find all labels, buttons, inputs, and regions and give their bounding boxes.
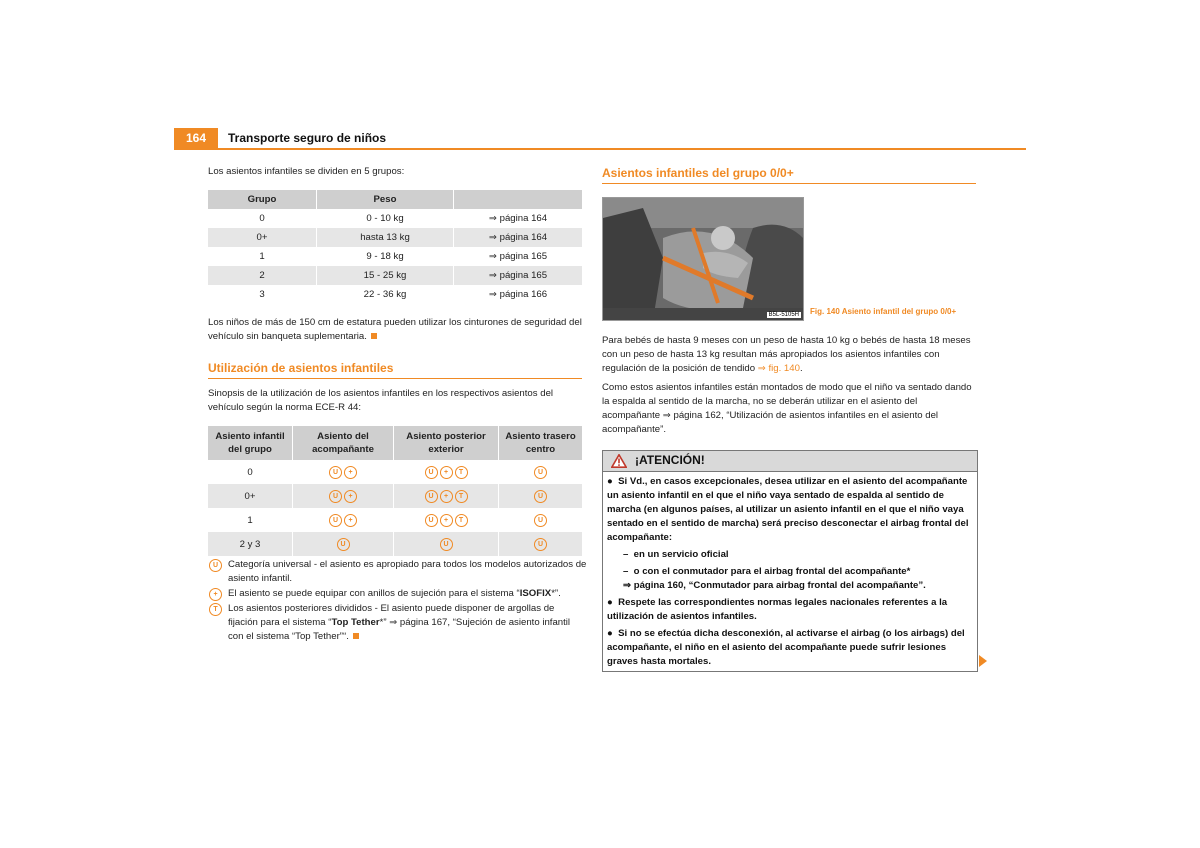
col-header-child-seat-group: Asiento infantil del grupo: [208, 426, 293, 460]
para-rear-facing: Como estos asientos infantiles están montados de modo que el niño va sentado dando la espalda al sentido de la marcha, no se deberán utilizar en el asiento del acompañante ⇒ página 162, “Utilización de asientos infantiles en el asiento del acompañante”.: [602, 382, 972, 435]
cell-front: [293, 484, 394, 508]
cell-rear-outer: [394, 508, 499, 532]
cell-rear-center: [499, 460, 583, 484]
warning-triangle-icon: [611, 454, 627, 468]
isofix-icon: +: [209, 588, 222, 601]
universal-icon: U: [534, 466, 547, 479]
usage-intro: Sinopsis de la utilización de los asientos infantiles en los respectivos asientos del vehículo según la norma ECE-R 44:: [208, 388, 554, 413]
figure-caption: Fig. 140 Asiento infantil del grupo 0/0+: [810, 307, 957, 316]
cell-front: [293, 532, 394, 556]
cell-front: [293, 508, 394, 532]
table-row: [208, 508, 582, 532]
universal-icon: U: [329, 514, 342, 527]
groups-table: [208, 190, 582, 304]
cell-rear-center: [499, 508, 583, 532]
col-header-rear-outer: Asiento posterior exterior: [394, 426, 499, 460]
cell-group: 0: [259, 213, 265, 224]
para-infant-seats: Para bebés de hasta 9 meses con un peso de hasta 10 kg o bebés de hasta 18 meses con un peso de hasta 13 kg resultan más apropiados los asientos infantiles con regulación de la posición de tendido ⇒ fig. 140.: [602, 335, 971, 374]
universal-icon: U: [209, 559, 222, 572]
cell-page-link[interactable]: ⇒ página 164: [454, 209, 583, 228]
col-header-rear-center: Asiento trasero centro: [499, 426, 583, 460]
universal-icon: U: [440, 538, 453, 551]
cell-rear-outer: [394, 484, 499, 508]
warning-header: [603, 451, 977, 472]
universal-icon: U: [425, 490, 438, 503]
warning-dash-item: – o con el conmutador para el airbag frontal del acompañante*: [623, 566, 911, 577]
cell-group: 1: [259, 251, 265, 262]
isofix-icon: +: [344, 514, 357, 527]
top-tether-icon: T: [455, 514, 468, 527]
cell-group: 2 y 3: [208, 532, 293, 556]
table-row: [208, 460, 582, 484]
universal-icon: U: [425, 466, 438, 479]
child-seat-illustration: [603, 198, 803, 320]
cell-group: 0+: [208, 484, 293, 508]
isofix-icon: +: [440, 514, 453, 527]
height-note-text: Los niños de más de 150 cm de estatura pueden utilizar los cinturones de seguridad del vehículo sin banqueta suplementaria.: [208, 317, 582, 342]
universal-icon: U: [534, 514, 547, 527]
universal-icon: U: [329, 466, 342, 479]
cell-weight: 0 - 10 kg: [317, 209, 454, 228]
bullet-dot-icon: ●: [607, 476, 619, 487]
page-number: 164: [174, 128, 218, 148]
cell-page-link[interactable]: ⇒ página 165: [454, 247, 583, 266]
table-row: [208, 484, 582, 508]
cell-page-link[interactable]: ⇒ página 166: [454, 285, 583, 304]
universal-icon: U: [425, 514, 438, 527]
col-header-page: [454, 190, 583, 209]
end-marker-icon: [371, 333, 377, 339]
warning-bullet: ● Respete las correspondientes normas legales nacionales referentes a la utilización de asientos infantiles.: [607, 597, 948, 622]
isofix-icon: +: [440, 490, 453, 503]
isofix-icon: +: [440, 466, 453, 479]
universal-icon: U: [337, 538, 350, 551]
figure-code: B5L-5105H: [768, 312, 799, 318]
col-header-front-passenger: Asiento del acompañante: [293, 426, 394, 460]
isofix-icon: +: [344, 466, 357, 479]
warning-dash-item: – en un servicio oficial: [623, 549, 729, 560]
height-note: [208, 316, 582, 344]
universal-icon: U: [534, 490, 547, 503]
col-header-weight: Peso: [317, 190, 454, 209]
table-row: [208, 228, 582, 247]
legend-universal: [208, 558, 588, 586]
warning-title: ¡ATENCIÓN!: [635, 453, 705, 467]
legend-text: El asiento se puede equipar con anillos de sujeción para el sistema “ISOFIX*”.: [228, 588, 561, 599]
legend-text: Categoría universal - el asiento es apropiado para todos los modelos autorizados de asiento infantil.: [228, 559, 587, 584]
top-tether-icon: T: [455, 490, 468, 503]
cell-page-link[interactable]: ⇒ página 165: [454, 266, 583, 285]
isofix-icon: +: [344, 490, 357, 503]
page-title: Transporte seguro de niños: [228, 131, 387, 145]
legend-text: Los asientos posteriores divididos - El asiento puede disponer de argollas de fijación para el sistema “Top Tether*” ⇒ página 167, “Sujeción de asiento infantil con el sistema “Top Tether”“.: [228, 603, 571, 642]
legend-isofix: [208, 587, 588, 601]
section-title-group-0: Asientos infantiles del grupo 0/0+: [602, 166, 976, 184]
cell-weight: 9 - 18 kg: [317, 247, 454, 266]
warning-bullet: ● Si no se efectúa dicha desconexión, al activarse el airbag (o los airbags) del acompañante, el niño en el asiento del acompañante puede sufrir lesiones graves hasta mortales.: [607, 628, 965, 667]
col-header-group: Grupo: [208, 190, 317, 209]
warning-box: [602, 450, 978, 672]
continue-arrow-icon: [979, 655, 987, 667]
figure-child-seat: [602, 197, 804, 321]
cell-rear-center: [499, 532, 583, 556]
bullet-dot-icon: ●: [607, 597, 619, 608]
figure-link[interactable]: ⇒ fig. 140: [757, 363, 800, 374]
cell-rear-outer: [394, 460, 499, 484]
page-header: [174, 128, 1026, 150]
table-row: [208, 247, 582, 266]
cell-group: 1: [247, 514, 253, 526]
warning-bullet: ● Si Vd., en casos excepcionales, desea utilizar en el asiento del acompañante un asiento infantil en el que el niño vaya sentado de espalda al sentido de marcha (en algunos países, al utilizar un asiento infantil en el que el niño vaya sentado en el sentido de marcha) será preciso desconectar el airbag frontal del acompañante:: [607, 476, 969, 543]
usage-table: [208, 426, 582, 556]
cell-page-link[interactable]: ⇒ página 164: [454, 228, 583, 247]
cell-front: [293, 460, 394, 484]
end-marker-icon: [353, 633, 359, 639]
warning-body: [603, 472, 977, 669]
table-row: [208, 266, 582, 285]
bullet-dot-icon: ●: [607, 628, 619, 639]
cell-group: 0: [247, 466, 253, 478]
top-tether-icon: T: [209, 603, 222, 616]
cell-group: 2: [208, 266, 317, 285]
cell-weight: 15 - 25 kg: [317, 266, 454, 285]
universal-icon: U: [534, 538, 547, 551]
cell-group: 0+: [208, 228, 317, 247]
cell-weight: 22 - 36 kg: [317, 285, 454, 304]
universal-icon: U: [329, 490, 342, 503]
section-title-usage: Utilización de asientos infantiles: [208, 361, 582, 379]
cell-weight: hasta 13 kg: [317, 228, 454, 247]
top-tether-icon: T: [455, 466, 468, 479]
table-row: [208, 532, 582, 556]
table-row: [208, 285, 582, 304]
warning-page-link[interactable]: ⇒ página 160, “Conmutador para airbag frontal del acompañante”.: [623, 580, 926, 591]
groups-intro: Los asientos infantiles se dividen en 5 grupos:: [208, 166, 405, 177]
table-row: [208, 209, 582, 228]
cell-rear-outer: [394, 532, 499, 556]
cell-rear-center: [499, 484, 583, 508]
legend-top-tether: [208, 602, 588, 644]
cell-group: 3: [259, 289, 265, 300]
